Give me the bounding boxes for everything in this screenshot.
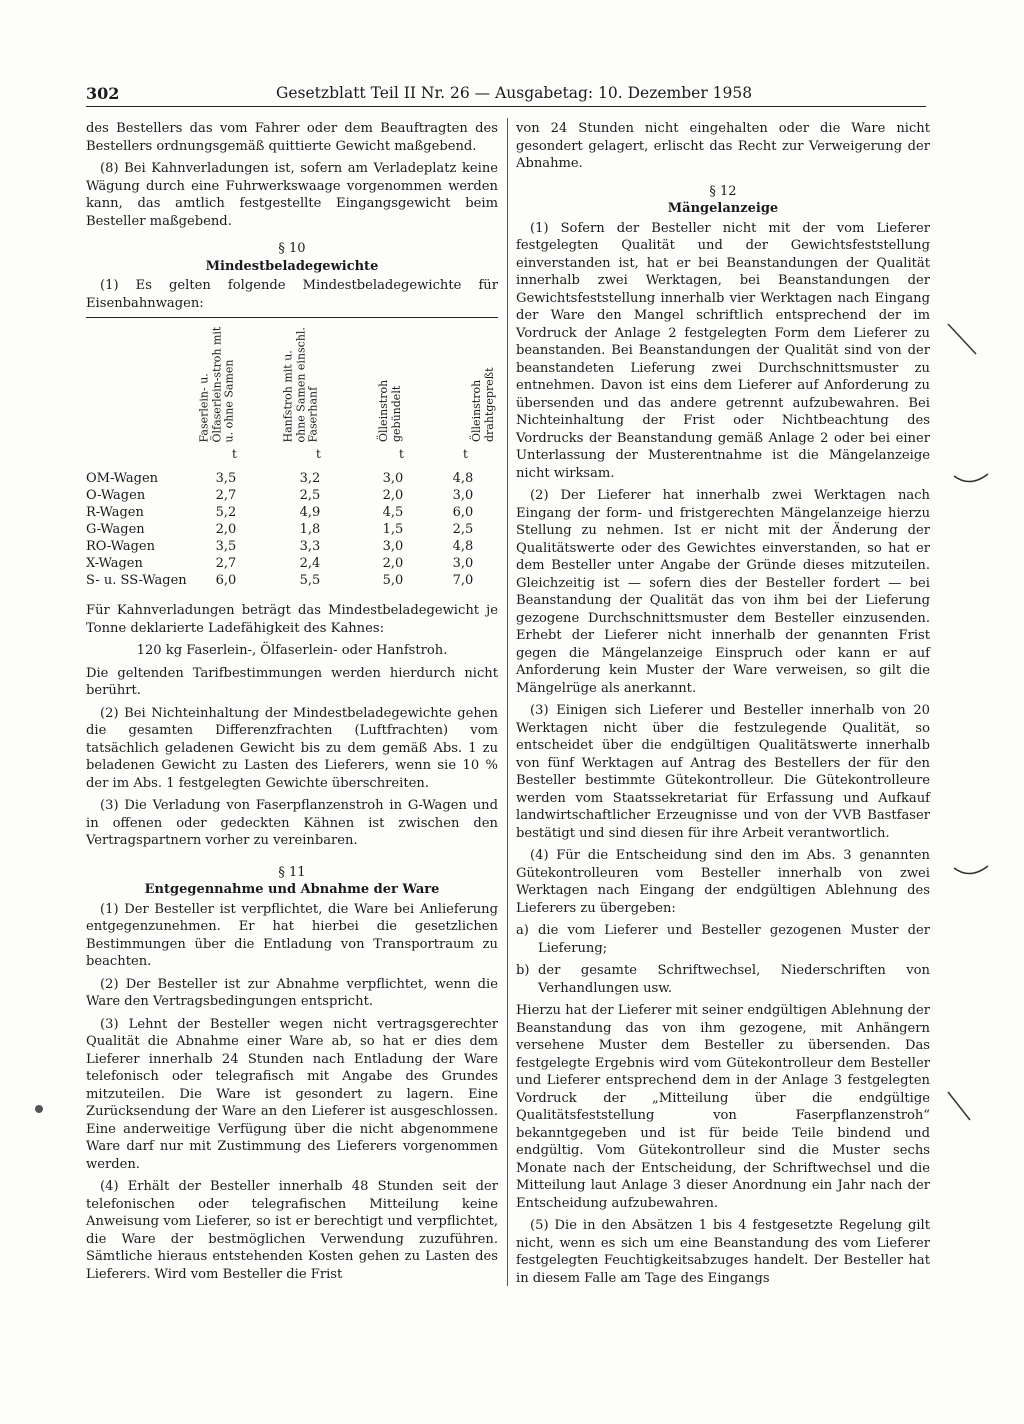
list-item: b) der gesamte Schriftwechsel, Niederschriften von Verhandlungen usw.: [516, 963, 930, 996]
right-column: [516, 120, 930, 1292]
table-row: O-Wagen 2,7 2,5 2,0 3,0: [86, 488, 474, 503]
section-number: § 10: [278, 241, 306, 256]
section-title: Entgegennahme und Abnahme der Ware: [144, 882, 440, 897]
table-row: X-Wagen 2,7 2,4 2,0 3,0: [86, 556, 474, 571]
margin-arc-icon: [952, 470, 992, 490]
section-title: Mindestbeladegewichte: [205, 258, 379, 274]
unit-label: t: [232, 447, 237, 461]
paragraph: Hierzu hat der Lieferer mit seiner endgültigen Ablehnung der Beanstandung das von ihm gezogene, mit Anhängern versehene Muster dem Besteller zu übersenden. Das festgelegte Ergebnis wird vom Gütekontrolleur dem Besteller und Lieferer entsprechend dem in der Anlage 3 festgelegten Vordruck der „Mitteilung über die endgültige Qualitätsfeststellung von Faserpflanzenstroh“ bekanntgegeben und ist für beide Teile bindend und endgültig. Vom Gütekontrolleur sind die Muster sechs Monate nach der Entscheidung, der Schriftwechsel und die Mitteilung laut Anlage 3 dieser Anordnung ein Jahr nach der Entscheidung aufzubewahren.: [516, 1003, 930, 1211]
paragraph: 120 kg Faserlein-, Ölfaserlein- oder Hanfstroh.: [136, 643, 448, 658]
margin-stroke-icon: [944, 320, 984, 360]
paragraph: (2) Der Lieferer hat innerhalb zwei Werktagen nach Eingang der form- und fristgerechten Mängelanzeige hierzu Stellung zu nehmen. Ist er nicht mit der Änderung der Qualitätswerte oder des Gewichtes einverstanden, so hat er dem Besteller unter Angabe der Gründe dieses mitzuteilen. Gleichzeitig ist — sofern dies der Besteller fordert — bei Beanstandung der Qualität das von ihm bei der Lieferung gezogene Durchschnittsmuster dem Besteller einzusenden. Erhebt der Lieferer nicht innerhalb der genannten Frist gegen die Mängelanzeige Einspruch oder kann er auf Anforderung kein Muster der Ware verweisen, so gilt die Mängelrüge als anerkannt.: [516, 488, 930, 696]
punch-hole-icon: [32, 1102, 46, 1116]
section-title: Mängelanzeige: [667, 201, 779, 216]
table-row: G-Wagen 2,0 1,8 1,5 2,5: [86, 522, 474, 537]
paragraph: (1) Es gelten folgende Mindestbeladegewichte für Eisenbahnwagen:: [86, 278, 498, 311]
paragraph: (2) Bei Nichteinhaltung der Mindestbeladegewichte gehen die gesamten Differenzfrachten (Luftfrachten) vom tatsächlich geladenen Gewicht bis zu dem gemäß Abs. 1 zu beladenen Gewicht zu Lasten des Lieferers, wenn sie 10 % der im Abs. 1 festgelegten Gewichte überschreiten.: [86, 705, 498, 791]
paragraph: (3) Lehnt der Besteller wegen nicht vertragsgerechter Qualität die Abnahme einer Ware ab, so hat er dies dem Lieferer innerhalb 24 Stunden nach Entladung der Ware telefonisch oder telegrafisch mit Angabe des Grundes mitzuteilen. Die Ware ist gesondert zu lagern. Eine Zurücksendung der Ware an den Lieferer ist ausgeschlossen. Eine anderweitige Verfügung über die nicht abgenommene Ware darf nur mit Zustimmung des Lieferers vorgenommen werden.: [86, 1016, 498, 1172]
paragraph: Die geltenden Tarifbestimmungen werden hierdurch nicht berührt.: [86, 665, 498, 698]
unit-label: t: [463, 447, 468, 461]
column-header: Hanfstroh mit u. ohne Samen einschl. Faserhanf: [281, 326, 320, 442]
margin-arc-icon: [952, 862, 992, 882]
margin-stroke-icon: [944, 1088, 984, 1128]
left-column: [86, 120, 498, 1288]
paragraph: (3) Die Verladung von Faserpflanzenstroh in G-Wagen und in offenen oder gedeckten Kähnen ist zwischen den Vertragspartnern vorher zu vereinbaren.: [86, 798, 498, 848]
unit-label: t: [399, 447, 404, 461]
paragraph: des Bestellers das vom Fahrer oder dem Beauftragten des Bestellers ordnungsgemäß quittierte Gewicht maßgebend.: [86, 121, 498, 154]
column-header: Ölleinstroh drahtgepreßt: [470, 367, 496, 442]
weights-table: [86, 317, 498, 588]
section-number: § 12: [709, 183, 737, 199]
paragraph: von 24 Stunden nicht eingehalten oder die Ware nicht gesondert gelagert, erlischt das Recht zur Verweigerung der Abnahme.: [516, 121, 930, 171]
column-header: Ölleinstroh gebündelt: [377, 379, 403, 442]
paragraph: Für Kahnverladungen beträgt das Mindestbeladegewicht je Tonne deklarierte Ladefähigkeit des Kahnes:: [86, 603, 498, 636]
table-row: RO-Wagen 3,5 3,3 3,0 4,8: [86, 539, 474, 554]
table-row: S- u. SS-Wagen 6,0 5,5 5,0 7,0: [86, 573, 474, 588]
paragraph: (4) Erhält der Besteller innerhalb 48 Stunden seit der telefonischen oder telegrafischen Mitteilung keine Anweisung vom Lieferer, so ist er berechtigt und verpflichtet, die Ware der bestmöglichen Verwendung zuzuführen. Sämtliche hieraus entstehenden Kosten gehen zu Lasten des Lieferers. Wird vom Besteller die Frist: [86, 1179, 498, 1282]
page-header: [86, 84, 926, 107]
table-row: OM-Wagen 3,5 3,2 3,0 4,8: [86, 471, 474, 486]
paragraph: (5) Die in den Absätzen 1 bis 4 festgesetzte Regelung gilt nicht, wenn es sich um eine Beanstandung des vom Lieferer festgelegten Feuchtigkeitsabzuges handelt. Der Besteller hat in diesem Falle am Tage des Eingangs: [516, 1218, 930, 1286]
paragraph: (2) Der Besteller ist zur Abnahme verpflichtet, wenn die Ware den Vertragsbedingungen entspricht.: [86, 976, 498, 1009]
list-item: a) die vom Lieferer und Besteller gezogenen Muster der Lieferung;: [516, 923, 930, 956]
paragraph: (4) Für die Entscheidung sind den im Abs. 3 genannten Gütekontrolleuren vom Besteller innerhalb von zwei Werktagen nach Eingang der endgültigen Ablehnung des Lieferers zu übergeben:: [516, 848, 930, 916]
column-header: Faserlein- u. Ölfaserlein-stroh mit u. ohne Samen: [197, 326, 236, 442]
table-row: R-Wagen 5,2 4,9 4,5 6,0: [86, 505, 474, 520]
page-number: 302: [86, 84, 120, 103]
column-divider: [507, 118, 508, 1286]
unit-label: t: [316, 447, 321, 461]
paragraph: (1) Der Besteller ist verpflichtet, die Ware bei Anlieferung entgegenzunehmen. Er hat hierbei die gesetzlichen Bestimmungen über die Entladung von Transportraum zu beachten.: [86, 901, 498, 969]
paragraph: (8) Bei Kahnverladungen ist, sofern am Verladeplatz keine Wägung durch eine Fuhrwerkswaage vorgenommen werden kann, das amtlich festgestellte Eingangsgewicht beim Besteller maßgebend.: [86, 161, 498, 229]
section-number: § 11: [278, 864, 306, 880]
page-title: Gesetzblatt Teil II Nr. 26 — Ausgabetag: 10. Dezember 1958: [276, 84, 753, 102]
paragraph: (3) Einigen sich Lieferer und Besteller innerhalb von 20 Werktagen nicht über die festzulegende Qualität, so entscheidet über die endgültigen Qualitätswerte innerhalb von fünf Werktagen auf Antrag des Bestellers der für den Besteller bestimmte Gütekontrolleur. Die Gütekontrolleure werden vom Staatssekretariat für Erfassung und Aufkauf landwirtschaftlicher Erzeugnisse und von der VVB Bastfaser bestätigt und sind diesen für ihre Arbeit verantwortlich.: [516, 703, 930, 841]
paragraph: (1) Sofern der Besteller nicht mit der vom Lieferer festgelegten Qualität und der Gewichtsfeststellung einverstanden ist, hat er bei Beanstandungen der Qualität innerhalb zwei Werktagen, bei Beanstandungen der Gewichtsfeststellung innerhalb vier Werktagen nach Eingang der Ware den Mangel schriftlich entsprechend der im Vordruck der Anlage 2 festgelegten Form dem Lieferer zu beanstanden. Bei Beanstandungen der Qualität sind von der beanstandeten Lieferung zwei Durchschnittsmuster zu entnehmen. Davon ist eins dem Lieferer auf Anforderung zu übersenden und das andere getrennt aufzubewahren. Bei Nichteinhaltung der Frist oder Nichtbeachtung des Vordrucks der Beanstandung gemäß Anlage 2 oder bei einer Unterlassung der Musterentnahme ist die Mängelanzeige nicht wirksam.: [516, 220, 930, 481]
